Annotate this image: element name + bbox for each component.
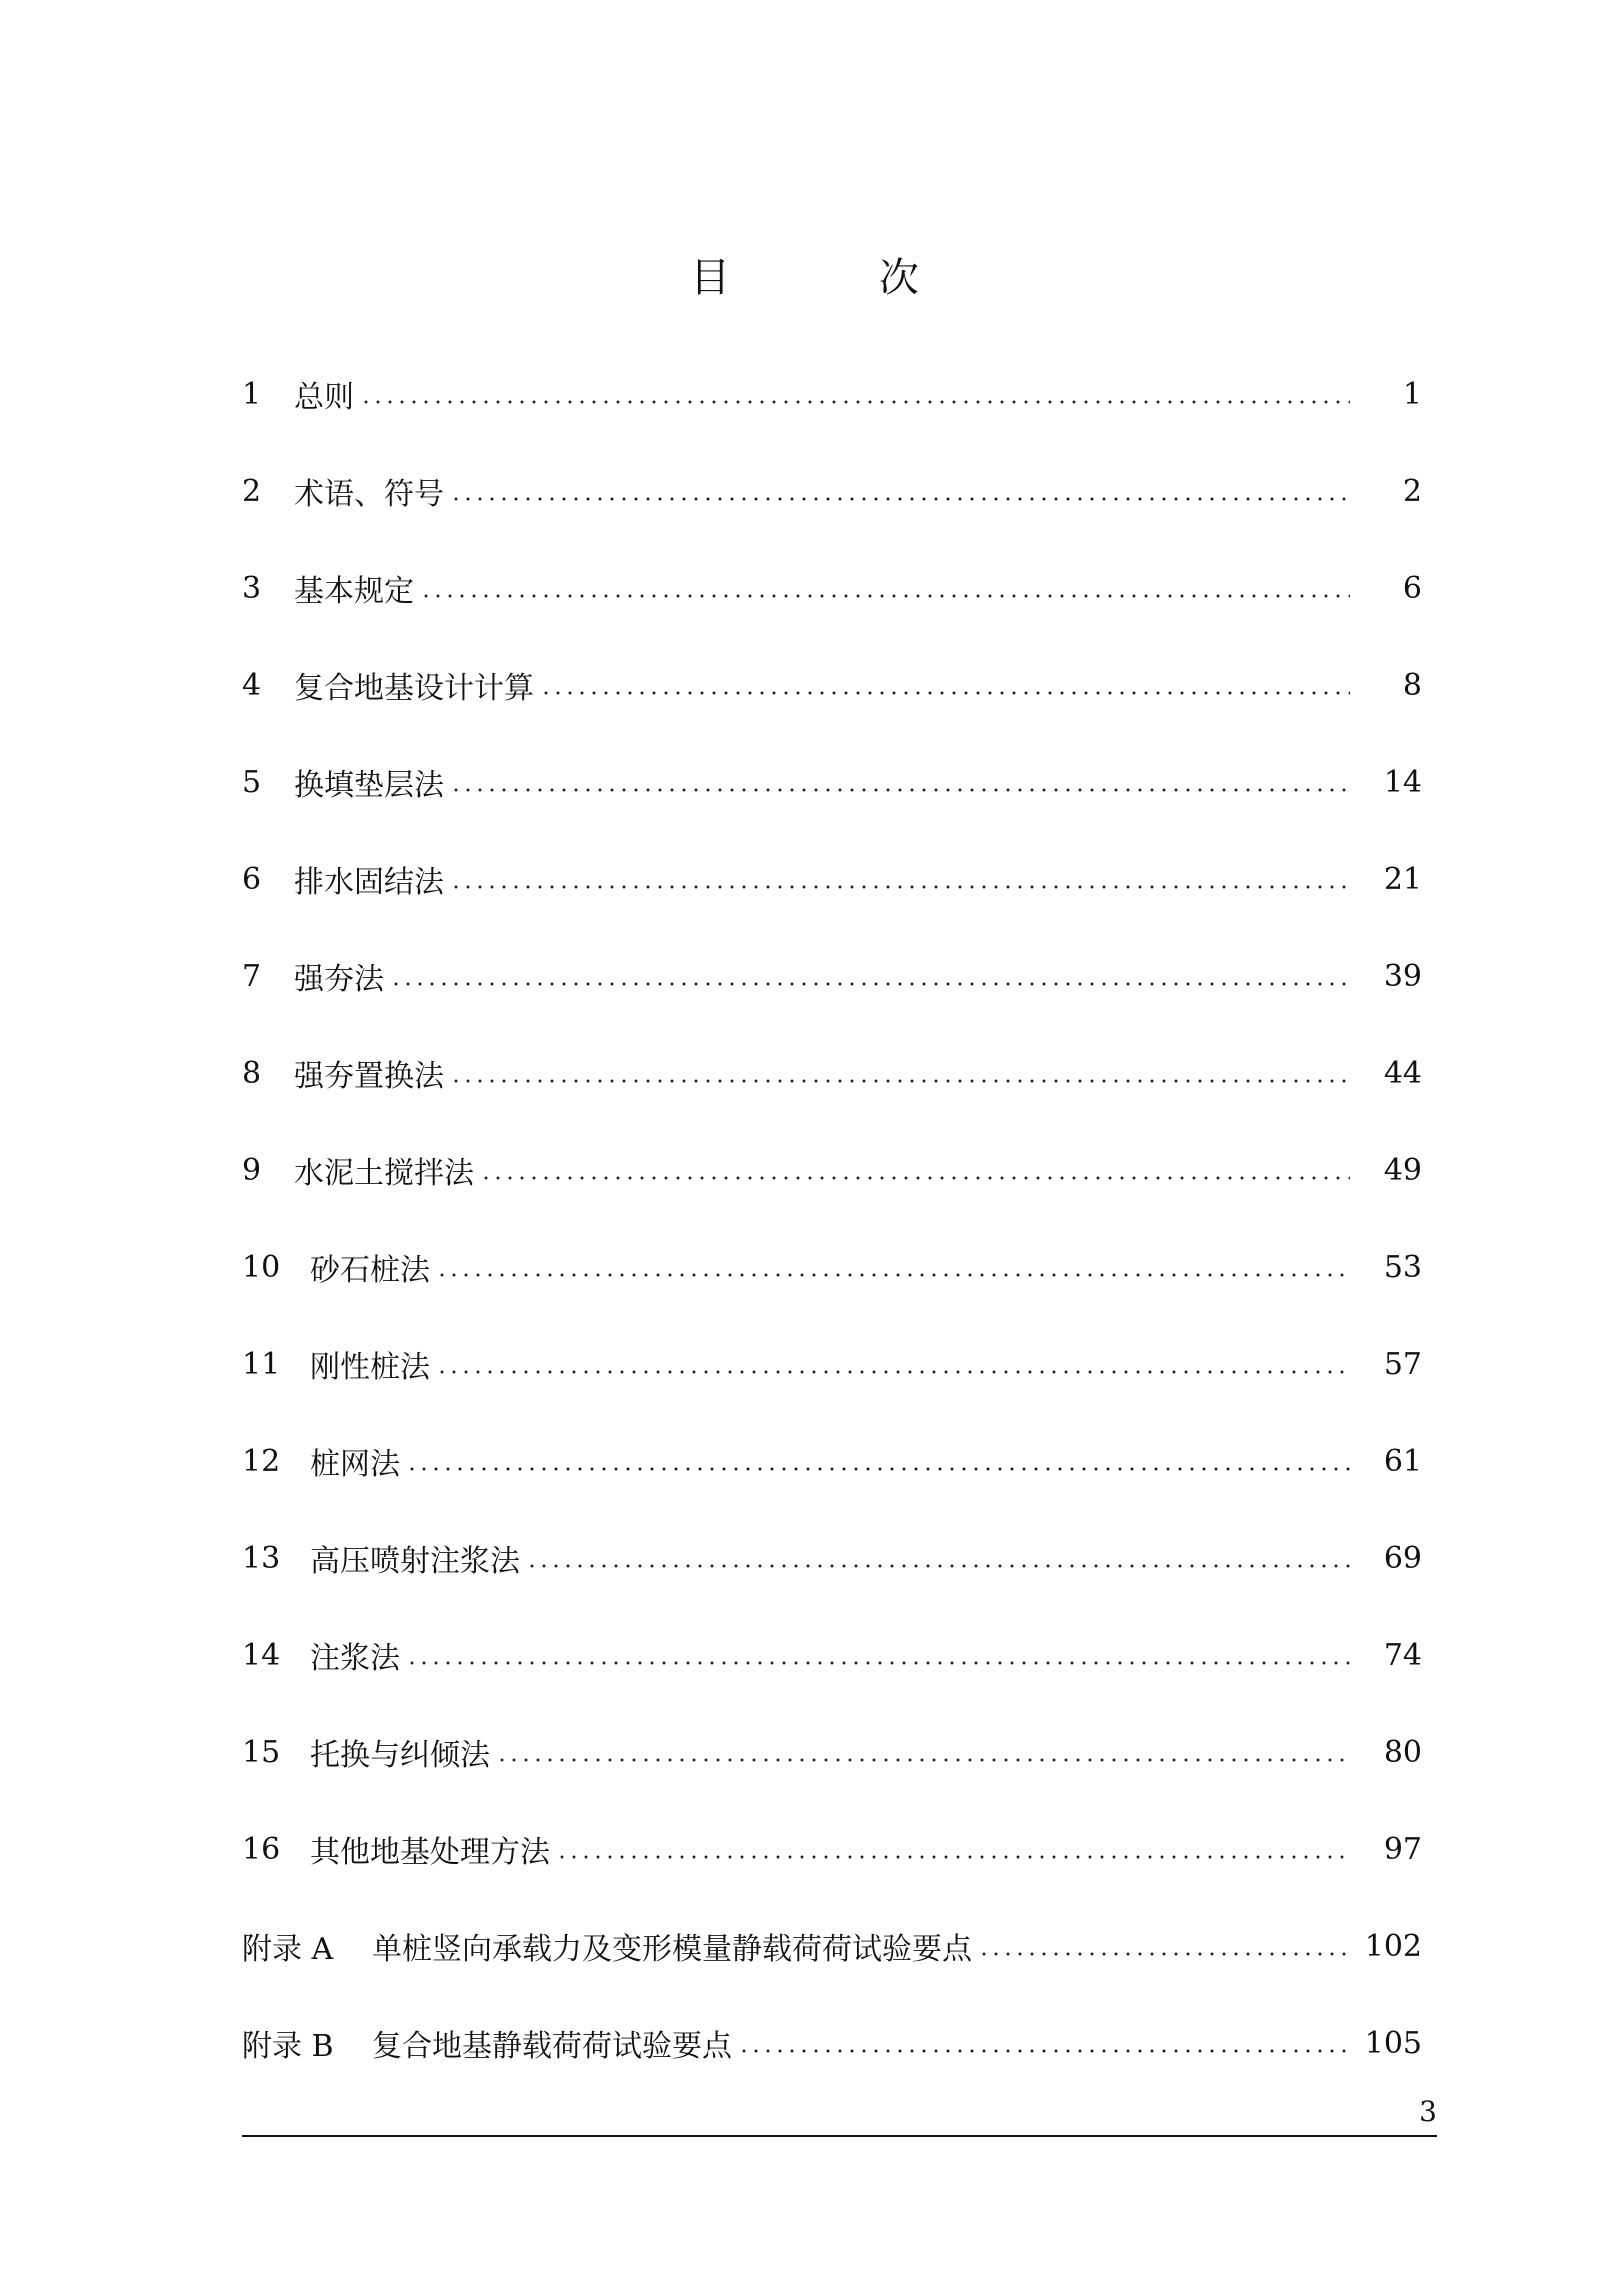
toc-entry-page: 39: [1383, 958, 1422, 994]
toc-entry-number: 1: [242, 376, 262, 412]
toc-entry-page: 1: [1402, 376, 1422, 412]
toc-entry-page: 80: [1383, 1734, 1422, 1770]
toc-dot-leader: [450, 1079, 1350, 1083]
toc-dot-leader: [450, 497, 1350, 501]
toc-entry-number: 7: [242, 958, 262, 994]
toc-entry-page: 74: [1383, 1637, 1422, 1673]
toc-entry-number: 13: [242, 1540, 281, 1576]
toc-entry-label: 基本规定: [294, 574, 414, 609]
toc-entry-label: 刚性桩法: [310, 1350, 430, 1385]
toc-dot-leader: [738, 2049, 1350, 2053]
toc-entry-number: 6: [242, 861, 262, 897]
toc-entry[interactable]: [242, 1824, 1422, 1874]
toc-entry-page: 69: [1383, 1540, 1422, 1576]
toc-entry-page: 61: [1383, 1443, 1422, 1479]
toc-entry-page: 105: [1364, 2025, 1422, 2061]
toc-entry-page: 57: [1383, 1346, 1422, 1382]
toc-entry-number: 附录 B: [242, 2029, 334, 2064]
toc-entry-number: 9: [242, 1152, 262, 1188]
toc-entry-label: 强夯法: [294, 962, 384, 997]
toc-entry-number: 5: [242, 764, 262, 800]
toc-dot-leader: [526, 1564, 1350, 1568]
toc-entry-number: 4: [242, 667, 262, 703]
toc-dot-leader: [450, 885, 1350, 889]
toc-entry[interactable]: [242, 854, 1422, 904]
toc-entry-page: 2: [1402, 473, 1422, 509]
toc-dot-leader: [390, 982, 1350, 986]
toc-entry-label: 其他地基处理方法: [310, 1835, 550, 1870]
toc-entry-label: 总则: [294, 380, 354, 415]
toc-dot-leader: [540, 691, 1350, 695]
toc-entry-label: 砂石桩法: [310, 1253, 430, 1288]
toc-entry[interactable]: [242, 466, 1422, 516]
toc-entry[interactable]: [242, 1242, 1422, 1292]
toc-entry[interactable]: [242, 1048, 1422, 1098]
toc-entry-page: 21: [1383, 861, 1422, 897]
toc-dot-leader: [360, 400, 1350, 404]
toc-dot-leader: [496, 1758, 1350, 1762]
toc-dot-leader: [420, 594, 1350, 598]
toc-entry-number: 16: [242, 1831, 281, 1867]
toc-entry[interactable]: [242, 1533, 1422, 1583]
toc-entry[interactable]: [242, 951, 1422, 1001]
toc-entry[interactable]: [242, 563, 1422, 613]
toc-entry[interactable]: [242, 1630, 1422, 1680]
toc-entry-number: 2: [242, 473, 262, 509]
toc-entry-number: 11: [242, 1346, 281, 1382]
toc-entry-label: 高压喷射注浆法: [310, 1544, 520, 1579]
toc-entry-number: 附录 A: [242, 1932, 334, 1967]
toc-entry-number: 10: [242, 1249, 281, 1285]
toc-dot-leader: [480, 1176, 1350, 1180]
footer-rule: [242, 2135, 1437, 2137]
toc-entry-page: 49: [1383, 1152, 1422, 1188]
toc-entry-number: 8: [242, 1055, 262, 1091]
toc-entry[interactable]: [242, 1436, 1422, 1486]
toc-entry-number: 12: [242, 1443, 281, 1479]
footer-page-number: 3: [1419, 2095, 1437, 2128]
toc-entry-label: 注浆法: [310, 1641, 400, 1676]
toc-entry-page: 8: [1402, 667, 1422, 703]
toc-dot-leader: [450, 788, 1350, 792]
toc-entry-page: 14: [1383, 764, 1422, 800]
toc-entry-label: 术语、符号: [294, 477, 444, 512]
toc-entry[interactable]: [242, 369, 1422, 419]
page-title: 目 次: [690, 255, 987, 301]
toc-dot-leader: [978, 1952, 1350, 1956]
toc-entry[interactable]: [242, 1339, 1422, 1389]
toc-entry[interactable]: [242, 1921, 1422, 1971]
toc-entry[interactable]: [242, 1145, 1422, 1195]
toc-dot-leader: [556, 1855, 1350, 1859]
toc-entry-page: 102: [1364, 1928, 1422, 1964]
toc-entry-label: 换填垫层法: [294, 768, 444, 803]
toc-entry-label: 强夯置换法: [294, 1059, 444, 1094]
toc-entry-label: 桩网法: [310, 1447, 400, 1482]
toc-entry-label: 水泥土搅拌法: [294, 1156, 474, 1191]
toc-entry[interactable]: [242, 2018, 1422, 2068]
toc-entry-number: 14: [242, 1637, 281, 1673]
toc-entry-label: 复合地基设计计算: [294, 671, 534, 706]
toc-entry[interactable]: [242, 757, 1422, 807]
toc-entry-page: 53: [1383, 1249, 1422, 1285]
toc-entry[interactable]: [242, 660, 1422, 710]
toc-entry-page: 44: [1383, 1055, 1422, 1091]
toc-dot-leader: [436, 1273, 1350, 1277]
toc-entry-number: 15: [242, 1734, 281, 1770]
toc-entry-page: 6: [1402, 570, 1422, 606]
toc-dot-leader: [406, 1467, 1350, 1471]
toc-dot-leader: [406, 1661, 1350, 1665]
toc-entry-label: 托换与纠倾法: [310, 1738, 490, 1773]
toc-entry[interactable]: [242, 1727, 1422, 1777]
toc-dot-leader: [436, 1370, 1350, 1374]
toc-entry-label: 排水固结法: [294, 865, 444, 900]
toc-entry-number: 3: [242, 570, 262, 606]
toc-entry-label: 复合地基静载荷荷试验要点: [372, 2029, 732, 2064]
toc-entry-page: 97: [1383, 1831, 1422, 1867]
toc-entry-label: 单桩竖向承载力及变形模量静载荷荷试验要点: [372, 1932, 972, 1967]
